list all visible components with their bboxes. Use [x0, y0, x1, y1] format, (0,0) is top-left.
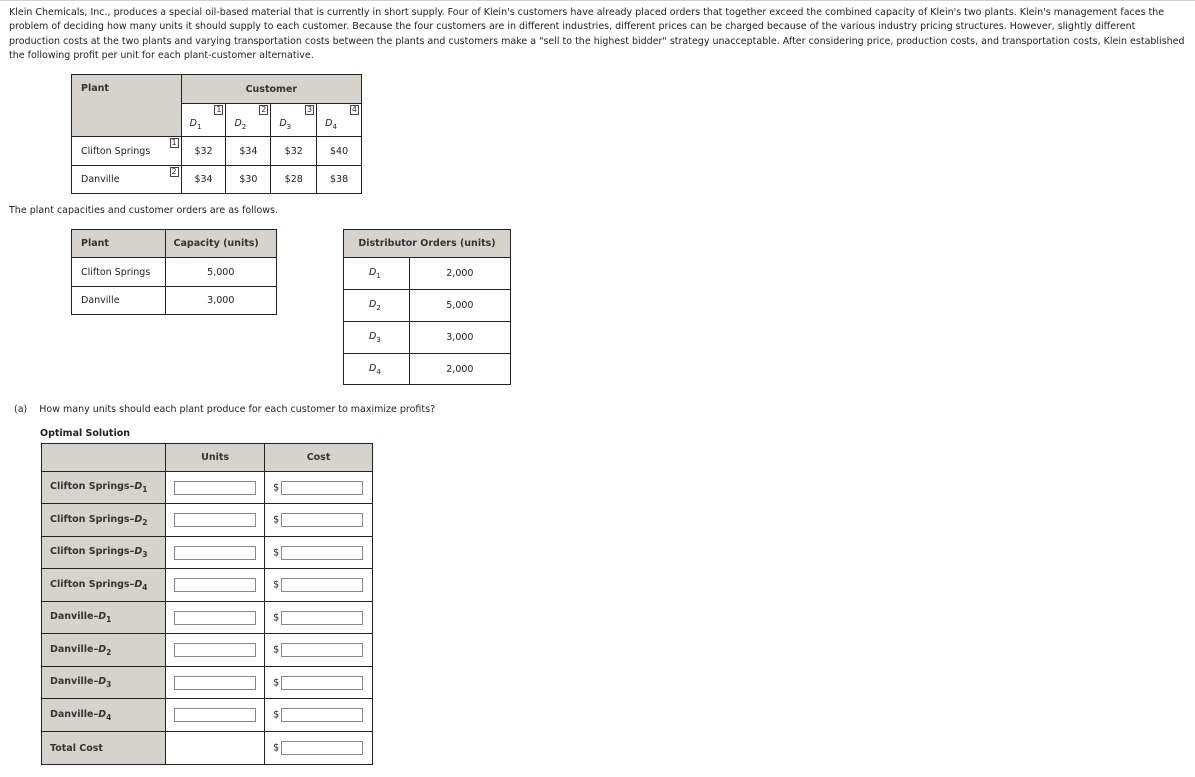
profit-cell: $32 [271, 137, 317, 166]
distributor-cell: $D_4$ [344, 354, 410, 385]
problem-intro: Klein Chemicals, Inc., produces a special oil-based material that is currently in short supply. Four of Klein's customers have already placed orders that together exceed the combined capacity of Klein's two plants. Klein's management faces the problem of deciding how many units it should supply to each customer. Because the four customers are in different industries, different prices can be charged because of the various industry pricing structures. However, slightly different production costs at the two plants and varying transportation costs between the plants and customers make a "sell to the highest bidder" strategy unacceptable. After considering price, production costs, and transportation costs, Klein established the following profit per unit for each plant-customer alternative. [9, 7, 1185, 61]
units-input[interactable] [174, 643, 256, 657]
profit-cell: $34 [181, 166, 226, 194]
cost-input[interactable] [281, 708, 363, 722]
distributor-cell: $D_1$ [344, 258, 410, 290]
top-divider [0, 0, 1195, 1]
question-marker: (a) [14, 404, 28, 415]
customer-d2: $D_2$ 2 [226, 104, 271, 137]
solution-row-label: Clifton Springs–$D_1$ [42, 472, 166, 504]
table-row [42, 537, 373, 569]
cost-input[interactable] [281, 643, 363, 657]
solution-row-label: Danville–$D_3$ [42, 667, 166, 699]
currency-symbol: $ [273, 742, 280, 754]
solution-row-label: Clifton Springs–$D_2$ [42, 504, 166, 537]
cost-input[interactable] [281, 676, 363, 690]
table-row [42, 602, 373, 634]
profit-table [71, 74, 362, 194]
units-input[interactable] [174, 611, 256, 625]
solution-table [41, 443, 373, 765]
total-units-empty [166, 732, 265, 765]
customer-d4: $D_4$ 4 [317, 104, 362, 137]
customer-header: Customer [181, 75, 361, 104]
units-input[interactable] [174, 546, 256, 560]
table-row [72, 258, 277, 287]
plant-cell: Clifton Springs 1 [72, 137, 182, 166]
table-row [42, 504, 373, 537]
currency-symbol: $ [273, 514, 280, 526]
currency-symbol: $ [273, 709, 280, 721]
table-row [72, 287, 277, 315]
solution-corner [42, 444, 166, 472]
units-input[interactable] [174, 676, 256, 690]
answer-tag: 4 [351, 105, 357, 114]
answer-tag: 3 [307, 105, 313, 114]
currency-symbol: $ [273, 579, 280, 591]
units-header: Units [166, 444, 265, 472]
distributor-cell: $D_2$ [344, 290, 410, 322]
orders-header: Distributor Orders (units) [344, 230, 511, 258]
order-cell: 5,000 [409, 290, 510, 322]
profit-cell: $32 [181, 137, 226, 166]
capacity-plant-header: Plant [72, 230, 166, 258]
customer-d1: $D_1$ 1 [181, 104, 226, 137]
cost-input[interactable] [281, 578, 363, 592]
table-row [72, 137, 362, 166]
order-cell: 2,000 [409, 258, 510, 290]
table-row [42, 634, 373, 667]
capacity-cell: 3,000 [165, 287, 276, 315]
plant-cell: Danville 2 [72, 166, 182, 194]
total-cost-label: Total Cost [42, 732, 166, 765]
table-row [72, 166, 362, 194]
table-row [344, 258, 511, 290]
answer-tag: 2 [261, 105, 267, 114]
solution-title: Optimal Solution [40, 428, 131, 439]
units-input[interactable] [174, 481, 256, 495]
currency-symbol: $ [273, 547, 280, 558]
table-row [344, 322, 511, 354]
capacity-table [71, 229, 277, 315]
cost-input[interactable] [281, 546, 363, 560]
solution-row-label: Danville–$D_2$ [42, 634, 166, 667]
distributor-cell: $D_3$ [344, 322, 410, 354]
table-row [42, 569, 373, 602]
profit-cell: $34 [226, 137, 271, 166]
table-row [42, 699, 373, 732]
currency-symbol: $ [273, 644, 280, 656]
orders-table [343, 229, 511, 385]
question-text: How many units should each plant produce for each customer to maximize profits? [39, 404, 436, 415]
table-row [42, 667, 373, 699]
solution-row-label: Danville–$D_1$ [42, 602, 166, 634]
profit-cell: $40 [317, 137, 362, 166]
answer-tag: 1 [171, 138, 177, 147]
table-row [344, 290, 511, 322]
solution-row-label: Clifton Springs–$D_3$ [42, 537, 166, 569]
table-row [42, 472, 373, 504]
table-row [344, 354, 511, 385]
currency-symbol: $ [273, 612, 280, 623]
plant-cell: Clifton Springs [72, 258, 166, 287]
answer-tag: 1 [216, 105, 222, 114]
profit-cell: $28 [271, 166, 317, 194]
answer-tag: 2 [171, 167, 177, 176]
capacity-header: Capacity (units) [165, 230, 276, 258]
currency-symbol: $ [273, 482, 280, 493]
question [14, 404, 435, 415]
units-input[interactable] [174, 513, 256, 527]
profit-cell: $30 [226, 166, 271, 194]
total-row [42, 732, 373, 765]
cost-input[interactable] [281, 513, 363, 527]
cost-header: Cost [265, 444, 373, 472]
capacity-cell: 5,000 [165, 258, 276, 287]
total-cost-input[interactable] [281, 741, 363, 755]
currency-symbol: $ [273, 677, 280, 688]
units-input[interactable] [174, 578, 256, 592]
solution-row-label: Clifton Springs–$D_4$ [42, 569, 166, 602]
profit-cell: $38 [317, 166, 362, 194]
cost-input[interactable] [281, 481, 363, 495]
solution-row-label: Danville–$D_4$ [42, 699, 166, 732]
order-cell: 3,000 [409, 322, 510, 354]
customer-d3: $D_3$ 3 [271, 104, 317, 137]
units-input[interactable] [174, 708, 256, 722]
capacities-intro: The plant capacities and customer orders are as follows. [9, 205, 278, 216]
order-cell: 2,000 [409, 354, 510, 385]
cost-input[interactable] [281, 611, 363, 625]
plant-cell: Danville [72, 287, 166, 315]
profit-plant-header: Plant [72, 75, 182, 137]
